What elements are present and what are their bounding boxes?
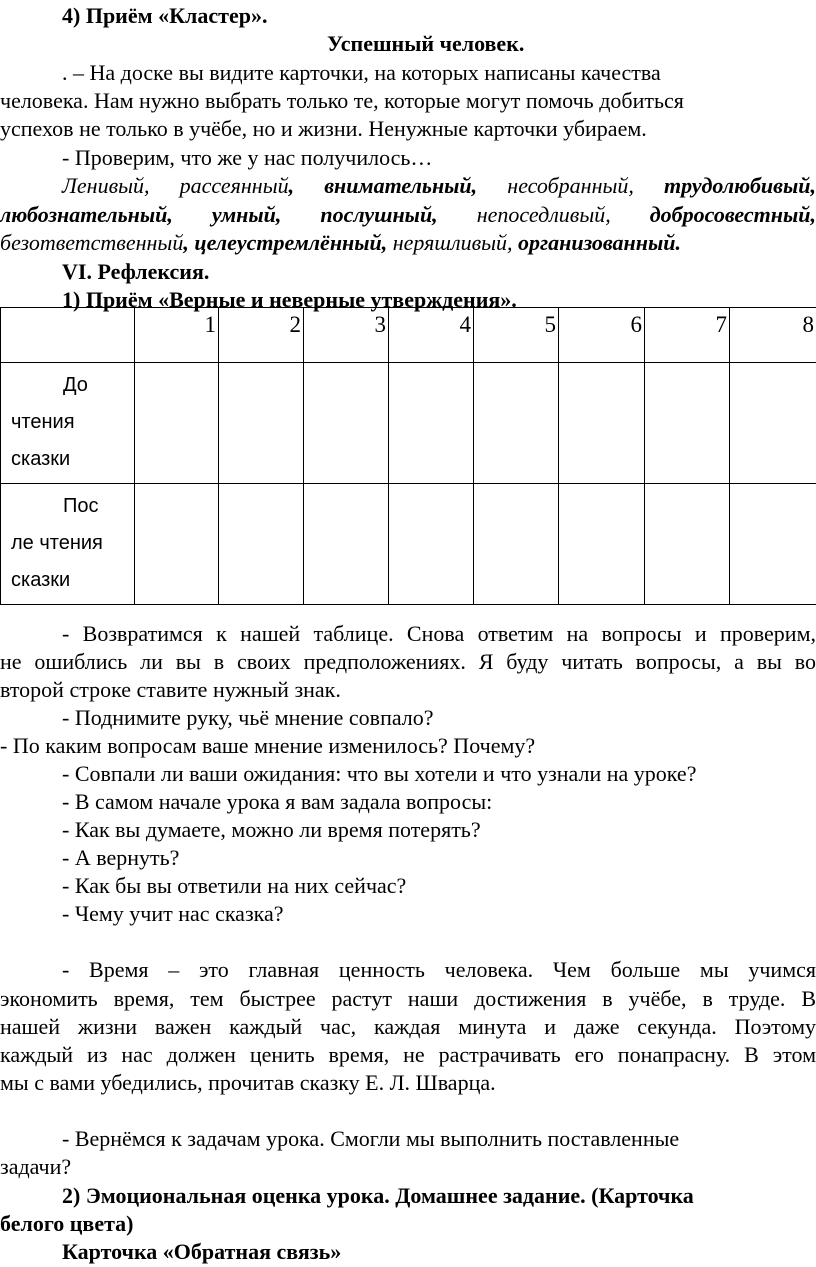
question-line: - По каким вопросам ваше мнение изменилось? Почему? [0, 733, 536, 758]
table-cell[interactable] [559, 363, 645, 484]
para3-line: экономить время, тем быстрее растут наши достижения в учёбе, в труде. В [0, 986, 816, 1011]
quality-text: добросовестный, [610, 202, 816, 227]
para3-line: мы с вами убедились, прочитав сказку Е. Л. Шварца. [0, 1070, 496, 1095]
quality-text: , целеустремлённый, [183, 230, 388, 255]
table-cell[interactable] [389, 484, 474, 605]
table-cell[interactable] [389, 363, 474, 484]
row-label-text: Пос [63, 495, 99, 517]
question-line: - Как бы вы ответили на них сейчас? [62, 873, 407, 898]
qualities-line [0, 201, 816, 229]
heading-emotional: белого цвета) [0, 1211, 134, 1236]
table-cell[interactable] [730, 484, 816, 605]
qualities-line [62, 172, 816, 200]
heading-cluster: 4) Приём «Кластер». [62, 3, 268, 28]
table-cell[interactable] [645, 363, 730, 484]
table-row [1, 363, 816, 484]
table-corner-cell [1, 308, 135, 363]
row-label-text: До [63, 374, 88, 396]
quality-text: трудолюбивый, [633, 173, 816, 198]
quality-text: Ленивый, рассеянный [62, 173, 289, 198]
column-number: 8 [730, 308, 816, 363]
question-line: - А вернуть? [62, 845, 180, 870]
qualities-line [0, 229, 816, 257]
table-cell[interactable] [645, 484, 730, 605]
question-line: - Как вы думаете, можно ли время потерять? [62, 817, 481, 842]
check-line: - Проверим, что же у нас получилось… [62, 145, 433, 170]
row-label-before [1, 363, 135, 484]
statements-table [0, 307, 816, 605]
question-line: - Поднимите руку, чьё мнение совпало? [62, 705, 434, 730]
quality-text: , внимательный, [288, 173, 478, 198]
quality-text: неряшливый, [387, 230, 513, 255]
table-cell[interactable] [559, 484, 645, 605]
column-number: 2 [219, 308, 304, 363]
section-heading: VI. Рефлексия. [62, 259, 210, 284]
table-cell[interactable] [135, 363, 219, 484]
para2-line: не ошиблись ли вы в своих предположениях. Я буду читать вопросы, а вы во [0, 649, 816, 674]
quality-text: любознательный, умный, послушный, [0, 202, 438, 227]
heading-emotional: 2) Эмоциональная оценка урока. Домашнее задание. (Карточка [62, 1183, 694, 1208]
column-number: 1 [135, 308, 219, 363]
column-number: 4 [389, 308, 474, 363]
column-number: 7 [645, 308, 730, 363]
table-cell[interactable] [474, 363, 559, 484]
table-header-row [1, 308, 816, 363]
row-label-text: сказки [11, 569, 71, 591]
table-cell[interactable] [219, 484, 304, 605]
row-label-text: сказки [11, 448, 71, 470]
row-label-text: ле чтения [11, 532, 103, 554]
para1-line: успехов не только в учёбе, но и жизни. Ненужные карточки убираем. [0, 116, 647, 141]
question-line: - Чему учит нас сказка? [62, 901, 284, 926]
question-line: - В самом начале урока я вам задала вопросы: [62, 789, 493, 814]
table-cell[interactable] [304, 363, 389, 484]
quality-text: организованный. [512, 230, 681, 255]
quality-text: непоседливый, [437, 202, 611, 227]
para1-line: . – На доске вы видите карточки, на которых написаны качества [62, 60, 661, 85]
column-number: 6 [559, 308, 645, 363]
row-label-after [1, 484, 135, 605]
column-number: 5 [474, 308, 559, 363]
para4-line: задачи? [0, 1154, 72, 1179]
heading-feedback-card: Карточка «Обратная связь» [62, 1239, 342, 1264]
table-row [1, 484, 816, 605]
para2-line: - Возвратимся к нашей таблице. Снова ответим на вопросы и проверим, [62, 621, 816, 646]
question-line: - Совпали ли ваши ожидания: что вы хотели и что узнали на уроке? [62, 761, 697, 786]
para2-line: второй строке ставите нужный знак. [0, 677, 341, 702]
para3-line: каждый из нас должен ценить время, не растрачивать его понапрасну. В этом [0, 1042, 816, 1067]
row-label-text: чтения [11, 411, 75, 433]
table-cell[interactable] [304, 484, 389, 605]
table-cell[interactable] [474, 484, 559, 605]
reception-heading: 1) Приём «Верные и неверные утверждения». [62, 287, 517, 312]
para3-line: - Время – это главная ценность человека. Чем больше мы учимся [62, 957, 816, 982]
table-cell[interactable] [219, 363, 304, 484]
para3-line: нашей жизни важен каждый час, каждая минута и даже секунда. Поэтому [0, 1014, 816, 1039]
para4-line: - Вернёмся к задачам урока. Смогли мы выполнить поставленные [62, 1126, 680, 1151]
subtitle: Успешный человек. [327, 31, 525, 56]
quality-text: безответственный [0, 230, 184, 255]
table-cell[interactable] [730, 363, 816, 484]
para1-line: человека. Нам нужно выбрать только те, которые могут помочь добиться [0, 88, 684, 113]
quality-text: несобранный, [477, 173, 634, 198]
column-number: 3 [304, 308, 389, 363]
table-cell[interactable] [135, 484, 219, 605]
